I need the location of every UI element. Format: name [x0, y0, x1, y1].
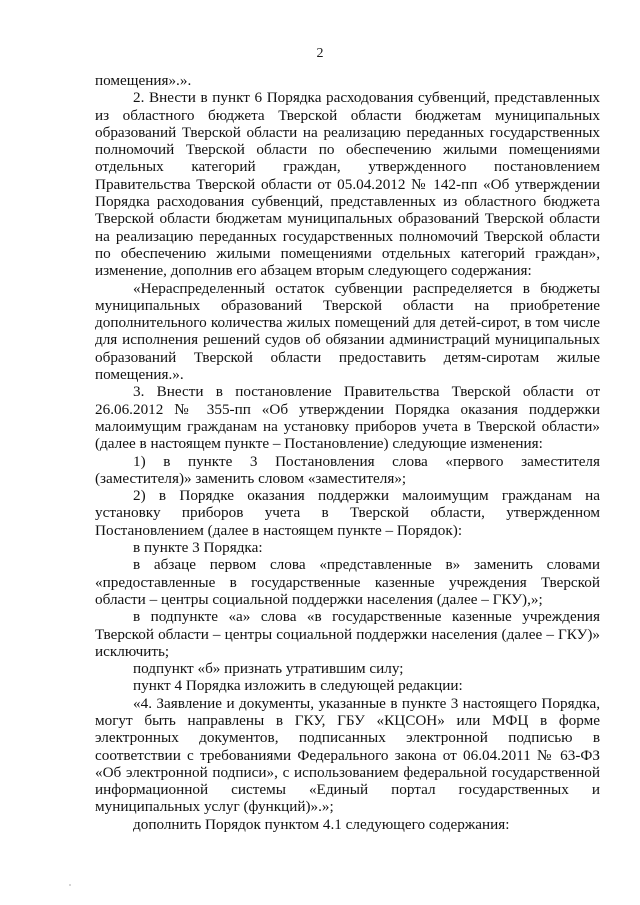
paragraph: 3. Внести в постановление Правительства Тверской области от 26.06.2012 № 355-пп «Об утверждении Порядка оказания поддержки малоимущим гражданам на установку приборов учета в Тверской области» (далее в настоящем пункте – Постановление) следующие изменения:	[95, 383, 600, 453]
paragraph: 2. Внести в пункт 6 Порядка расходования субвенций, представленных из областного бюджета Тверской области бюджетам муниципальных образований Тверской области на реализацию переданных государственных полномочий Тверской области по обеспечению жилыми помещениями отдельных категорий граждан, утвержденного постановлением Правительства Тверской области от 05.04.2012 № 142-пп «Об утверждении Порядка расходования субвенций, представленных из областного бюджета Тверской области бюджетам муниципальных образований Тверской области на реализацию переданных государственных полномочий Тверской области по обеспечению жилыми помещениями отдельных категорий граждан», изменение, дополнив его абзацем вторым следующего содержания:	[95, 89, 600, 280]
paragraph: «4. Заявление и документы, указанные в пункте 3 настоящего Порядка, могут быть направлены в ГКУ, ГБУ «КЦСОН» или МФЦ в форме электронных документов, подписанных электронной подписью в соответствии с требованиями Федерального закона от 06.04.2011 № 63-ФЗ «Об электронной подписи», с использованием федеральной государственной информационной системы «Единый портал государственных и муниципальных услуг (функций)».»;	[95, 694, 600, 816]
page-number: 2	[316, 46, 324, 61]
document-body	[95, 72, 600, 833]
paragraph: пункт 4 Порядка изложить в следующей редакции:	[133, 677, 463, 695]
paragraph: 1) в пункте 3 Постановления слова «первого заместителя (заместителя)» заменить словом «заместителя»;	[95, 452, 600, 487]
paragraph: 2) в Порядке оказания поддержки малоимущим гражданам на установку приборов учета в Тверской области, утвержденном Постановлением (далее в настоящем пункте – Порядок):	[95, 487, 600, 539]
paragraph: в подпункте «а» слова «в государственные казенные учреждения Тверской области – центры социальной поддержки населения (далее – ГКУ)» исключить;	[95, 608, 600, 660]
paragraph: помещения».».	[95, 72, 192, 89]
paragraph: «Нераспределенный остаток субвенции распределяется в бюджеты муниципальных образований Тверской области на приобретение дополнительного количества жилых помещений для детей-сирот, в том числе для исполнения решений судов об обязании администраций муниципальных образований Тверской области предоставить детям-сиротам жилые помещения.».	[95, 279, 600, 384]
paragraph: подпункт «б» признать утратившим силу;	[133, 660, 404, 678]
paragraph: в абзаце первом слова «представленные в» заменить словами «предоставленные в государственные казенные учреждения Тверской области – центры социальной поддержки населения (далее – ГКУ),»;	[95, 556, 600, 608]
paragraph: дополнить Порядок пунктом 4.1 следующего содержания:	[133, 815, 510, 833]
scan-artifact	[69, 884, 71, 886]
paragraph: в пункте 3 Порядка:	[133, 539, 263, 557]
